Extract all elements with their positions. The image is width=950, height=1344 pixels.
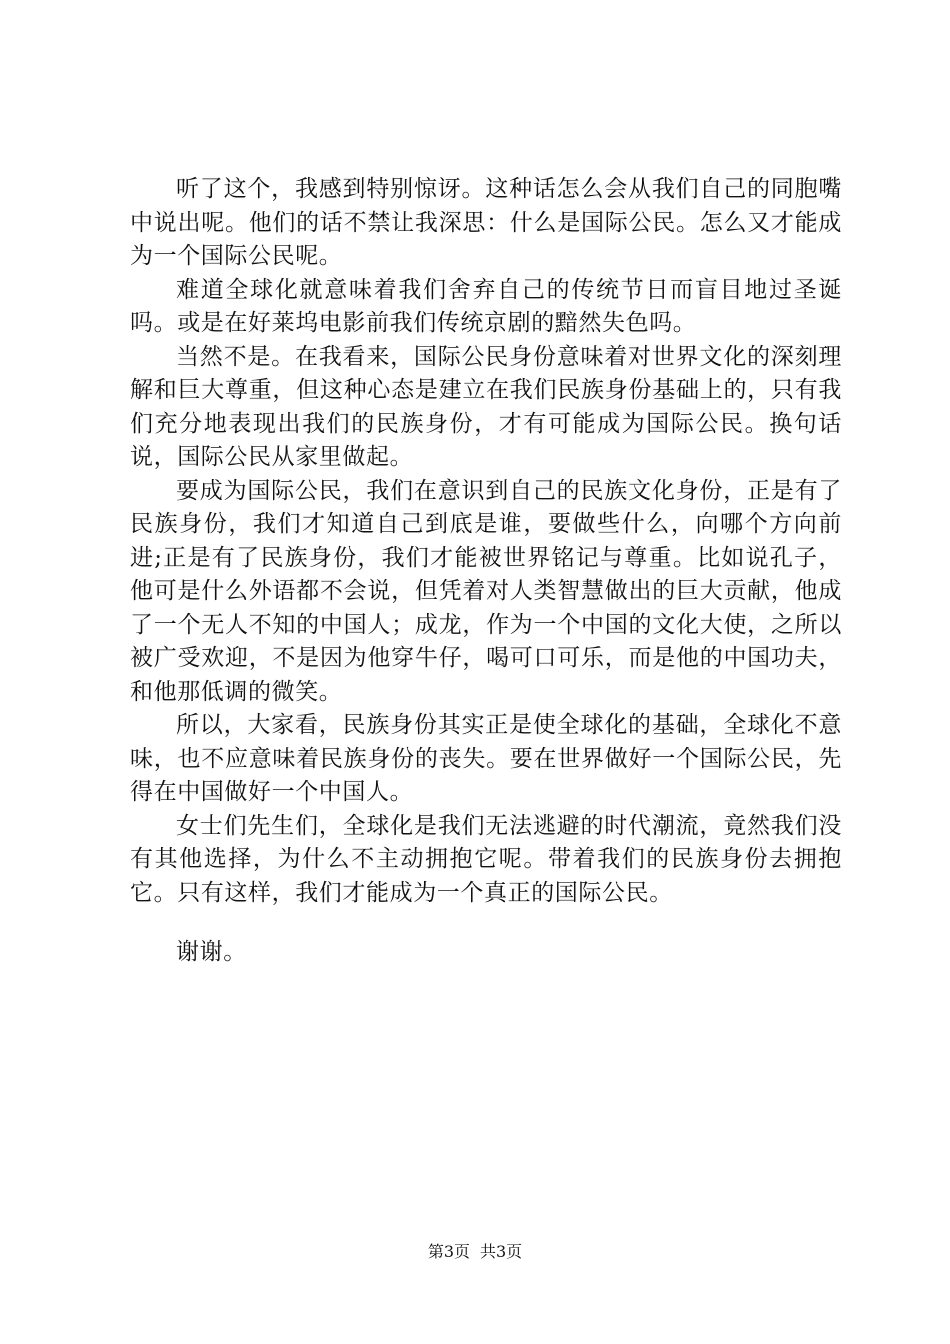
page-footer bbox=[0, 1242, 950, 1262]
page-total: 共3页 bbox=[480, 1242, 523, 1261]
paragraph: 所以，大家看，民族身份其实正是使全球化的基础，全球化不意味，也不应意味着民族身份的丧失。要在世界做好一个国际公民，先得在中国做好一个中国人。 bbox=[130, 712, 842, 805]
paragraph: 听了这个，我感到特别惊讶。这种话怎么会从我们自己的同胞嘴中说出呢。他们的话不禁让我深思：什么是国际公民。怎么又才能成为一个国际公民呢。 bbox=[130, 176, 842, 269]
document-body bbox=[130, 173, 842, 970]
closing-text: 谢谢。 bbox=[176, 939, 247, 965]
paragraph: 难道全球化就意味着我们舍弃自己的传统节日而盲目地过圣诞吗。或是在好莱坞电影前我们传统京剧的黯然失色吗。 bbox=[130, 276, 842, 336]
paragraph: 女士们先生们，全球化是我们无法逃避的时代潮流，竟然我们没有其他选择，为什么不主动拥抱它呢。带着我们的民族身份去拥抱它。只有这样，我们才能成为一个真正的国际公民。 bbox=[130, 812, 842, 906]
paragraph: 当然不是。在我看来，国际公民身份意味着对世界文化的深刻理解和巨大尊重，但这种心态是建立在我们民族身份基础上的，只有我们充分地表现出我们的民族身份，才有可能成为国际公民。换句话说，国际公民从家里做起。 bbox=[130, 343, 842, 470]
paragraph: 要成为国际公民，我们在意识到自己的民族文化身份，正是有了民族身份，我们才知道自己到底是谁，要做些什么，向哪个方向前进;正是有了民族身份，我们才能被世界铭记与尊重。比如说孔子，他可是什么外语都不会说，但凭着对人类智慧做出的巨大贡献，他成了一个无人不知的中国人；成龙，作为一个中国的文化大使，之所以被广受欢迎，不是因为他穿牛仔，喝可口可乐，而是他的中国功夫，和他那低调的微笑。 bbox=[130, 477, 842, 705]
page-number: 第3页 bbox=[427, 1242, 470, 1261]
